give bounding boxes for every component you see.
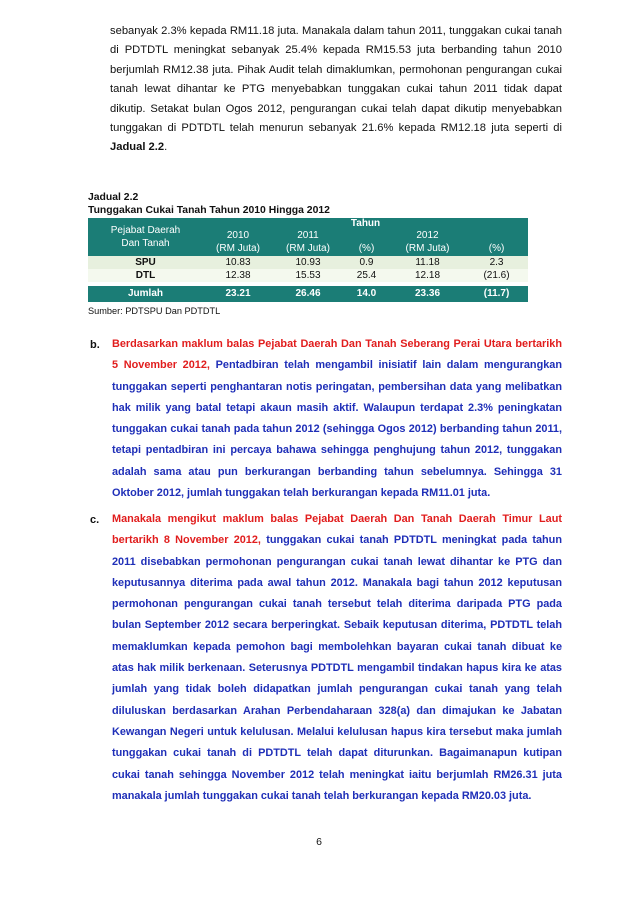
table-number: Jadual 2.2	[88, 192, 139, 203]
cell: 15.53	[295, 269, 321, 281]
header-year	[465, 230, 528, 242]
total-cell: (11.7)	[483, 288, 510, 299]
total-cell: 23.36	[414, 288, 441, 299]
intro-end: .	[164, 141, 168, 154]
section-b-red-text: Berdasarkan maklum balas Pejabat Daerah Dan Tanah Seberang Perai Utara bertarikh 5 November 2012,	[112, 338, 562, 372]
section-c-red-text: Manakala mengikut maklum balas Pejabat Daerah Dan Tanah Daerah Timur Laut bertarikh 8 November 2012,	[112, 513, 562, 547]
intro-text: sebanyak 2.3% kepada RM11.18 juta. Manakala dalam tahun 2011, tunggakan cukai tanah di PDTDTL meningkat sebanyak 25.4% kepada RM15.53 juta berbanding tahun 2010 berjumlah RM12.38 juta. Pihak Audit telah dimaklumkan, permohonan pengurangan cukai tanah lewat dihantar ke PTG menyebabkan tunggakan cukai tahun 2011 tidak dapat dikutip. Setakat bulan Ogos 2012, pengurangan cukai telah dapat dikutip menyebabkan tunggakan di PDTDTL telah menurun sebanyak 21.6% kepada RM12.18 juta seperti di	[110, 25, 562, 135]
section-b-blue-text: Pentadbiran telah mengambil inisiatif lain dalam mengurangkan tunggakan seperti penghantaran notis peringatan, pembersihan data yang melibatkan hak milik yang batal tetapi akaun masih aktif. Walaupun terdapat 2.3% peningkatan tunggakan cukai tanah pada tahun 2012 (sehingga Ogos 2012) berbanding tahun 2011, tetapi pentadbiran ini percaya bahawa sehingga penghujung tahun 2012, tunggakan adalah sama atau pun berkurangan berbanding tahun sebelumnya. Sehingga 31 Oktober 2012, jumlah tunggakan telah berkurangan kepada RM11.01 juta.	[112, 359, 563, 500]
header-unit: (%)	[358, 243, 375, 254]
table-row	[88, 256, 528, 269]
cell: 12.18	[414, 269, 441, 281]
cell: 25.4	[356, 269, 377, 281]
section-b-body	[112, 334, 562, 504]
header-unit: (RM Juta)	[405, 243, 450, 254]
row-name: DTL	[135, 269, 156, 281]
section-c-blue-text: tunggakan cukai tanah PDTDTL meningkat pada tahun 2011 disebabkan permohonan pengurangan cukai tanah lewat dihantar ke PTG dan keputusannya diterima pada awal tahun 2012. Manakala bagi tahun 2012 keputusan permohonan pengurangan cukai tanah tersebut telah diterima daripada PTG pada bulan September 2012 secara berperingkat. Sebaik keputusan diterima, PDTDTL telah memaklumkan kepada pemohon bagi membolehkan bayaran cukai tanah dibuat ke atas hak milik berkenaan. Seterusnya PDTDTL mengambil tindakan hapus kira ke atas jumlah yang tidak boleh didapatkan jumlah pengurangan cukai tanah yang telah diluluskan berdasarkan Arahan Perbendaharaan 328(a) dan dimajukan ke Jabatan Kewangan Negeri untuk kelulusan. Melalui kelulusan hapus kira tersebut maka jumlah tunggakan cukai tanah di PDTDTL telah dapat diturunkan. Bagaimanapun kutipan cukai tanah sehingga November 2012 telah meningkat iaitu berjumlah RM26.31 juta manakala jumlah tunggakan cukai tanah telah berkurangan kepada RM20.03 juta.	[112, 534, 562, 802]
header-unit: (%)	[488, 243, 505, 254]
header-unit: (RM Juta)	[216, 243, 260, 254]
section-b-label: b.	[90, 339, 100, 351]
cell: 12.38	[225, 269, 251, 281]
cell: (21.6)	[483, 269, 510, 281]
total-name: Jumlah	[127, 288, 163, 299]
header-year: 2011	[297, 230, 319, 241]
cell: 0.9	[359, 256, 374, 268]
cell: 10.83	[225, 256, 251, 268]
header-district-office: Pejabat Daerah Dan Tanah	[110, 225, 181, 249]
page-number: 6	[316, 836, 322, 848]
table-total-row	[88, 286, 528, 302]
header-unit: (RM Juta)	[286, 243, 330, 254]
row-name: SPU	[135, 256, 156, 268]
cell: 2.3	[489, 256, 504, 268]
header-year-group: Tahun	[350, 218, 381, 229]
header-year: 2010	[226, 230, 250, 241]
cell: 10.93	[295, 256, 321, 268]
table-source: Sumber: PDTSPU Dan PDTDTL	[88, 306, 221, 316]
table-title: Tunggakan Cukai Tanah Tahun 2010 Hingga 2012	[88, 205, 330, 216]
header-year: 2012	[416, 230, 439, 241]
intro-paragraph	[110, 22, 562, 158]
section-c-body	[112, 509, 562, 807]
total-cell: 23.21	[225, 288, 251, 299]
section-c-label: c.	[90, 514, 100, 526]
total-cell: 14.0	[356, 288, 377, 299]
table-row	[88, 269, 528, 282]
arrears-table	[88, 218, 528, 302]
total-cell: 26.46	[295, 288, 321, 299]
header-year	[343, 230, 390, 242]
cell: 11.18	[415, 256, 440, 268]
table-reference: Jadual 2.2	[110, 141, 165, 154]
